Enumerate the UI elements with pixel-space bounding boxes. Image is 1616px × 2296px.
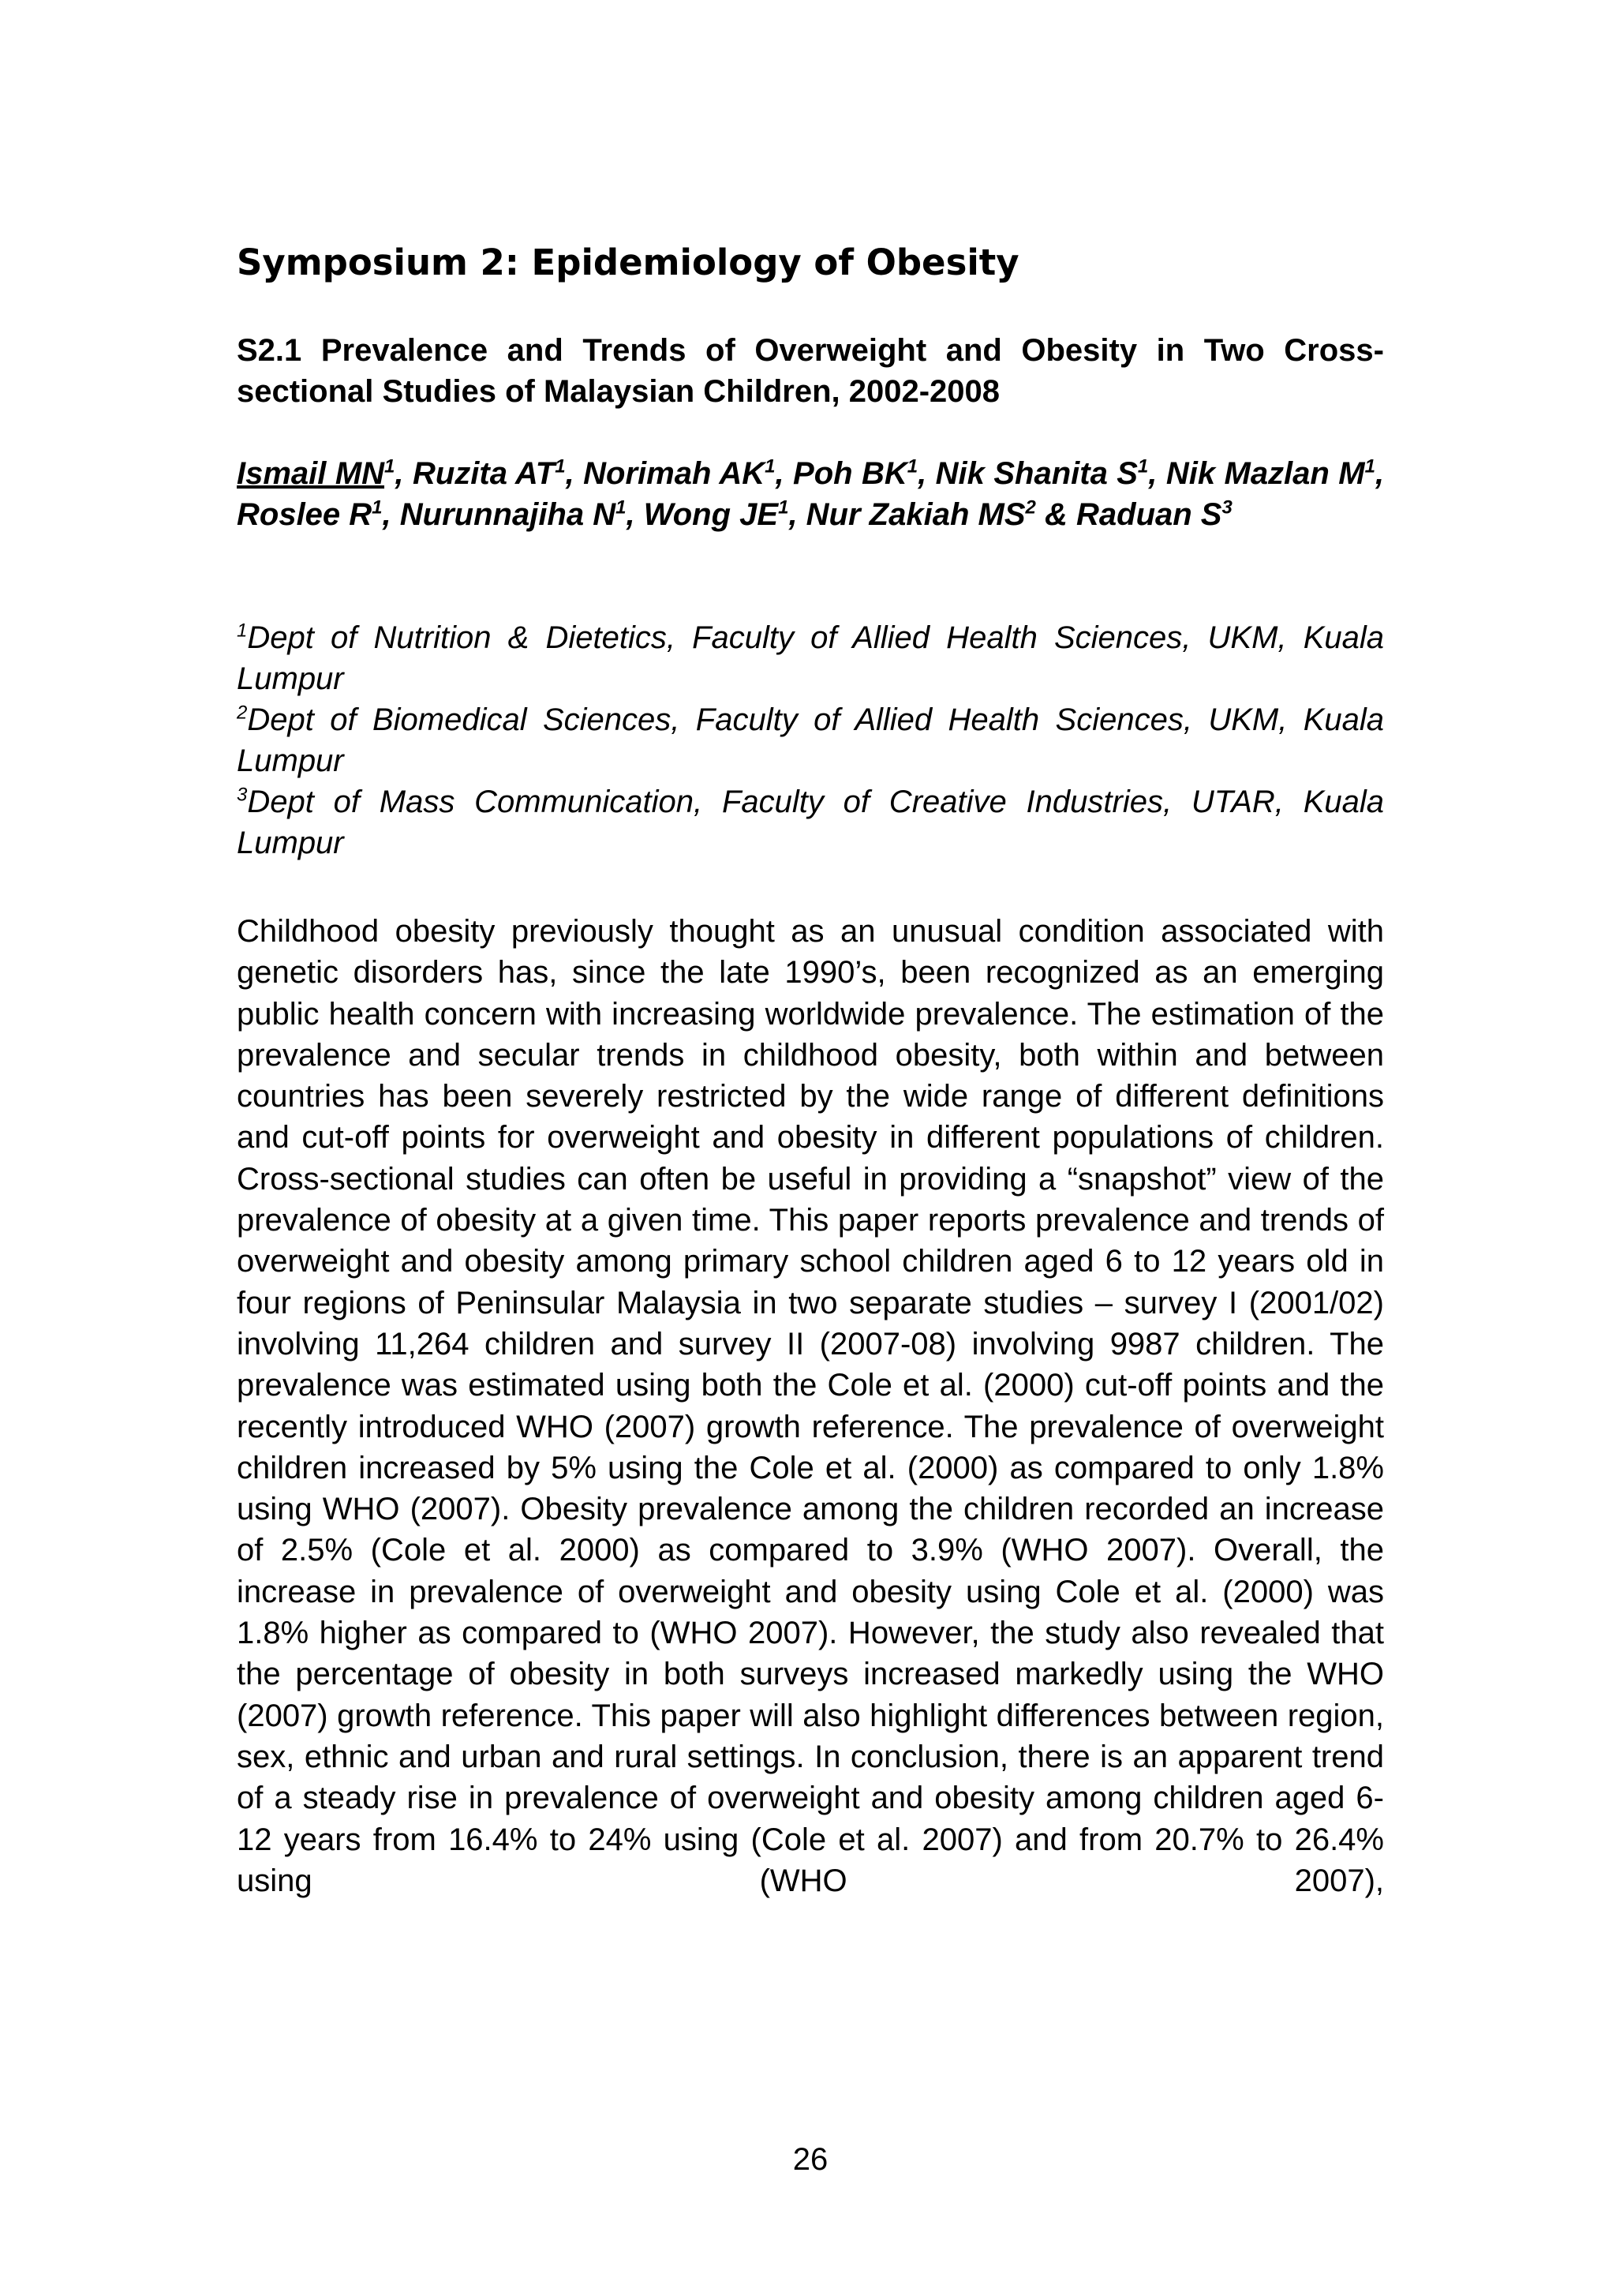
author-separator: , bbox=[626, 497, 644, 532]
symposium-title: Symposium 2: Epidemiology of Obesity bbox=[237, 242, 1019, 283]
author-name: Nurunnajiha N bbox=[399, 497, 616, 532]
author-separator: , bbox=[918, 456, 936, 491]
paper-title: S2.1 Prevalence and Trends of Overweight and Obesity in Two Cross-sectional Studies of Malaysian Children, 2002-2008 bbox=[237, 333, 1384, 409]
author-affiliation-number: 1 bbox=[555, 455, 566, 478]
author-separator: , bbox=[395, 456, 413, 491]
author-name: Roslee R bbox=[237, 497, 372, 532]
author-name: Ismail MN bbox=[237, 456, 385, 491]
author-affiliation-number: 2 bbox=[1025, 496, 1036, 519]
author bbox=[1076, 497, 1233, 532]
affiliation-text: Dept of Biomedical Sciences, Faculty of Allied Health Sciences, UKM, Kuala Lumpur bbox=[237, 702, 1384, 778]
author-separator: , bbox=[775, 456, 794, 491]
author-name: Ruzita AT bbox=[412, 456, 556, 491]
author bbox=[400, 497, 627, 532]
affiliation-number: 3 bbox=[237, 784, 248, 806]
author-affiliation-number: 1 bbox=[765, 455, 776, 478]
page-number: 26 bbox=[792, 2142, 829, 2177]
affiliation-text: Dept of Mass Communication, Faculty of Creative Industries, UTAR, Kuala Lumpur bbox=[237, 785, 1384, 860]
author bbox=[583, 456, 775, 491]
author-affiliation-number: 3 bbox=[1221, 496, 1233, 519]
author-affiliation-number: 1 bbox=[907, 455, 918, 478]
author-name: Nik Mazlan M bbox=[1165, 456, 1365, 491]
author-separator: , bbox=[382, 497, 400, 532]
author bbox=[806, 497, 1036, 532]
affiliation-text: Dept of Nutrition & Dietetics, Faculty of Allied Health Sciences, UKM, Kuala Lumpur bbox=[237, 620, 1384, 696]
author bbox=[793, 456, 918, 491]
affiliation bbox=[237, 699, 1384, 781]
affiliation-number: 2 bbox=[237, 702, 248, 724]
author bbox=[644, 497, 789, 532]
author-name: Nur Zakiah MS bbox=[806, 497, 1026, 532]
author-separator: , bbox=[565, 456, 584, 491]
author bbox=[237, 456, 395, 491]
author-name: Poh BK bbox=[793, 456, 907, 491]
author-separator: , bbox=[788, 497, 806, 532]
author-name: Raduan S bbox=[1076, 497, 1222, 532]
author-separator: & bbox=[1035, 497, 1076, 532]
author-name: Norimah AK bbox=[583, 456, 765, 491]
author-affiliation-number: 1 bbox=[372, 496, 383, 519]
affiliation-list bbox=[237, 617, 1384, 863]
author-affiliation-number: 1 bbox=[778, 496, 789, 519]
author-name: Wong JE bbox=[643, 497, 779, 532]
author-name: Nik Shanita S bbox=[935, 456, 1138, 491]
author-affiliation-number: 1 bbox=[1137, 455, 1149, 478]
author bbox=[1166, 456, 1375, 491]
author-separator: , bbox=[1148, 456, 1166, 491]
author-separator: , bbox=[1375, 456, 1385, 491]
affiliation bbox=[237, 617, 1384, 699]
author-list bbox=[237, 453, 1384, 535]
author-affiliation-number: 1 bbox=[1364, 455, 1375, 478]
abstract-body: Childhood obesity previously thought as an unusual condition associated with genetic disorders has, since the late 1990’s, been recognized as an emerging public health concern with increasing worldwide prevalence. The estimation of the prevalence and secular trends in childhood obesity, both within and between countries has been severely restricted by the wide range of different definitions and cut-off points for overweight and obesity in different populations of children. Cross-sectional studies can often be useful in providing a “snapshot” view of the prevalence of obesity at a given time. This paper reports prevalence and trends of overweight and obesity among primary school children aged 6 to 12 years old in four regions of Peninsular Malaysia in two separate studies – survey I (2001/02) involving 11,264 children and survey II (2007-08) involving 9987 children. The prevalence was estimated using both the Cole et al. (2000) cut-off points and the recently introduced WHO (2007) growth reference. The prevalence of overweight children increased by 5% using the Cole et al. (2000) as compared to only 1.8% using WHO (2007). Obesity prevalence among the children recorded an increase of 2.5% (Cole et al. 2000) as compared to 3.9% (WHO 2007). Overall, the increase in prevalence of overweight and obesity using Cole et al. (2000) was 1.8% higher as compared to (WHO 2007). However, the study also revealed that the percentage of obesity in both surveys increased markedly using the WHO (2007) growth reference. This paper will also highlight differences between region, sex, ethnic and urban and rural settings. In conclusion, there is an apparent trend of a steady rise in prevalence of overweight and obesity among children aged 6-12 years from 16.4% to 24% using (Cole et al. 2007) and from 20.7% to 26.4% using (WHO 2007), bbox=[237, 914, 1384, 1898]
author-affiliation-number: 1 bbox=[384, 455, 395, 478]
affiliation bbox=[237, 781, 1384, 863]
author bbox=[237, 497, 383, 532]
author bbox=[413, 456, 566, 491]
affiliation-number: 1 bbox=[237, 620, 248, 642]
author-affiliation-number: 1 bbox=[615, 496, 627, 519]
document-page bbox=[237, 0, 1384, 2296]
author bbox=[936, 456, 1149, 491]
